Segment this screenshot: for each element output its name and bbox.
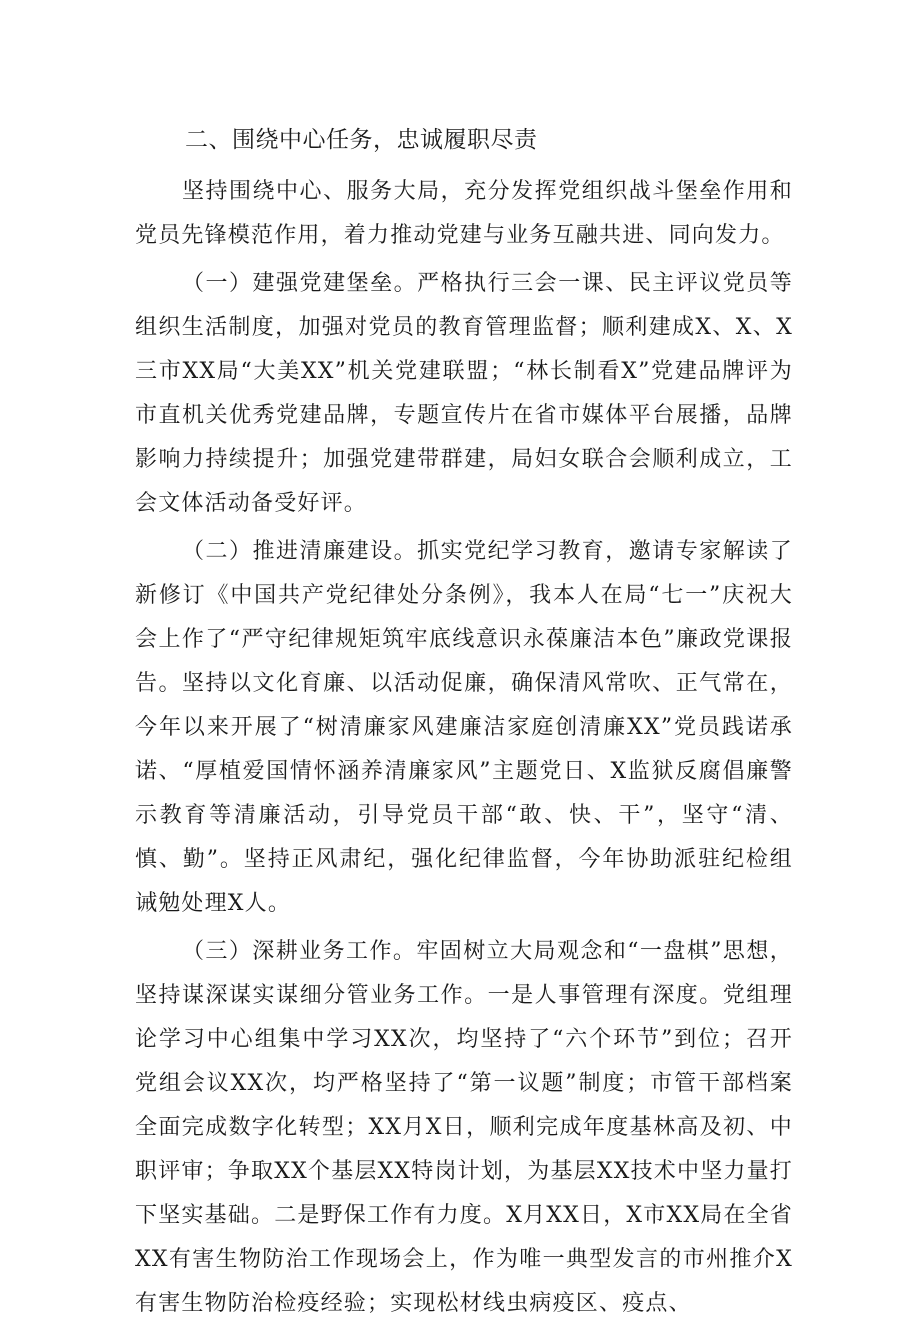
paragraph-party-building: （一）建强党建堡垒。严格执行三会一课、民主评议党员等组织生活制度，加强对党员的教育管理监督；顺利建成X、X、X三市XX局“大美XX”机关党建联盟；“林长制看X”党建品牌评为市直机关优秀党建品牌，专题宣传片在省市媒体平台展播，品牌影响力持续提升；加强党建带群建，局妇女联合会顺利成立，工会文体活动备受好评。 bbox=[135, 271, 793, 516]
paragraph-clean-governance: （二）推进清廉建设。抓实党纪学习教育，邀请专家解读了新修订《中国共产党纪律处分条例》，我本人在局“七一”庆祝大会上作了“严守纪律规矩筑牢底线意识永葆廉洁本色”廉政党课报告。坚持以文化育廉、以活动促廉，确保清风常吹、正气常在，今年以来开展了“树清廉家风建廉洁家庭创清廉XX”党员践诺承诺、“厚植爱国情怀涵养清廉家风”主题党日、X监狱反腐倡廉警示教育等清廉活动，引导党员干部“敢、快、干”，坚守“清、慎、勤”。坚持正风肃纪，强化纪律监督，今年协助派驻纪检组诫勉处理X人。 bbox=[135, 539, 793, 916]
paragraph-business-work: （三）深耕业务工作。牢固树立大局观念和“一盘棋”思想，坚持谋深谋实谋细分管业务工作。一是人事管理有深度。党组理论学习中心组集中学习XX次，均坚持了“六个环节”到位；召开党组会议XX次，均严格坚持了“第一议题”制度；市管干部档案全面完成数字化转型；XX月X日，顺利完成年度基林高及初、中职评审；争取XX个基层XX特岗计划，为基层XX技术中坚力量打下坚实基础。二是野保工作有力度。X月XX日，X市XX局在全省XX有害生物防治工作现场会上，作为唯一典型发言的市州推介X有害生物防治检疫经验；实现松材线虫病疫区、疫点、 bbox=[135, 939, 793, 1316]
intro-paragraph: 坚持围绕中心、服务大局，充分发挥党组织战斗堡垒作用和党员先锋模范作用，着力推动党建与业务互融共进、同向发力。 bbox=[135, 179, 793, 248]
document-body bbox=[135, 118, 793, 1326]
section-heading: 二、围绕中心任务，忠诚履职尽责 bbox=[185, 127, 538, 153]
